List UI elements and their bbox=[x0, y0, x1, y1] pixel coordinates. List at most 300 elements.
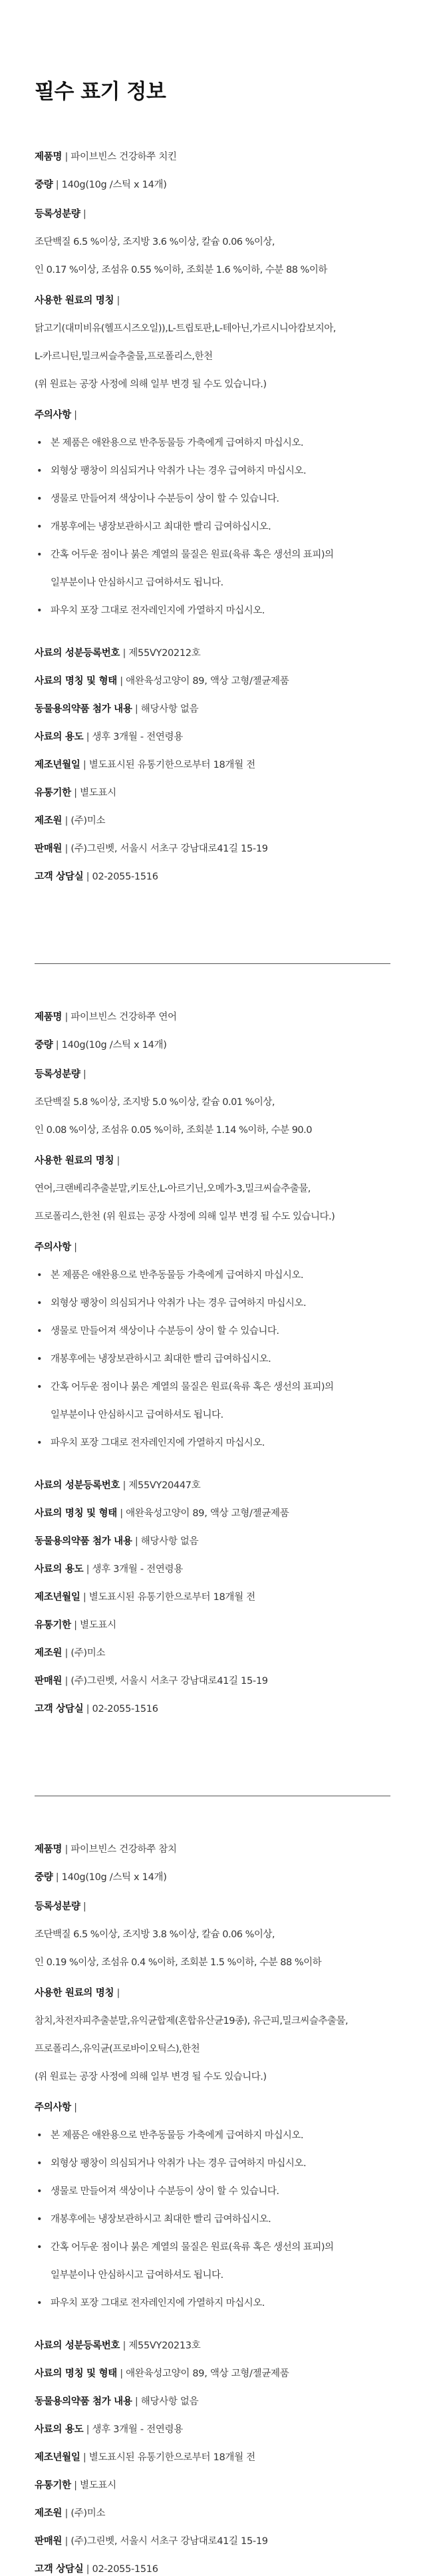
spacer bbox=[35, 1688, 390, 1702]
caution-text: 파우치 포장 그대로 전자레인지에 가열하지 마십시오. bbox=[51, 1438, 265, 1448]
caution-item bbox=[35, 1436, 390, 1450]
spacer bbox=[35, 2464, 390, 2479]
caution-list bbox=[35, 1269, 390, 1464]
caution-item bbox=[35, 1408, 390, 1422]
manufacture-date-separator: | bbox=[82, 2452, 86, 2463]
spacer bbox=[35, 422, 390, 436]
animal-drug bbox=[35, 2395, 390, 2408]
product-section bbox=[35, 1796, 390, 2576]
capacity-separator: | bbox=[55, 180, 59, 190]
caution-separator: | bbox=[74, 410, 77, 420]
manufacturer-value: (주)미소 bbox=[71, 1648, 106, 1659]
spacer bbox=[35, 2028, 390, 2042]
animal-drug-value: 해당사항 없음 bbox=[140, 704, 199, 715]
spacer bbox=[35, 2142, 390, 2157]
feed-target bbox=[35, 1563, 390, 1576]
capacity-label: 중량 bbox=[35, 180, 53, 190]
product-name-label: 제품명 bbox=[35, 152, 63, 162]
caution-text: 본 제품은 애완용으로 반추동물등 가축에게 급여하지 마십시오. bbox=[51, 438, 303, 448]
spacer bbox=[35, 1223, 390, 1241]
manufacture-date-separator: | bbox=[82, 1592, 86, 1603]
raw-materials bbox=[35, 1154, 390, 1168]
caution-item bbox=[35, 2269, 390, 2282]
bullet-icon: • bbox=[37, 1382, 43, 1392]
bullet-icon: • bbox=[37, 2298, 43, 2309]
customer-center-separator: | bbox=[86, 2564, 90, 2575]
expiry-label: 유통기한 bbox=[35, 2480, 71, 2491]
spacer bbox=[35, 2198, 390, 2213]
bullet-icon: • bbox=[37, 1326, 43, 1337]
spacer bbox=[35, 2170, 390, 2185]
spacer bbox=[35, 1450, 390, 1464]
spacer bbox=[35, 1196, 390, 1210]
product-name bbox=[35, 1011, 390, 1024]
registered-ingredients bbox=[35, 1068, 390, 1081]
feed-type bbox=[35, 1507, 390, 1520]
feed-type-label: 사료의 명칭 및 형태 bbox=[35, 676, 117, 687]
spacer bbox=[35, 221, 390, 236]
manufacturer-value: (주)미소 bbox=[71, 816, 106, 826]
animal-drug-separator: | bbox=[134, 1536, 138, 1547]
expiry-value: 별도표시 bbox=[80, 2480, 116, 2491]
feed-target-separator: | bbox=[86, 732, 90, 742]
spacer bbox=[35, 1548, 390, 1563]
spacer bbox=[35, 450, 390, 464]
expiry-separator: | bbox=[74, 2480, 77, 2491]
seller bbox=[35, 2535, 390, 2548]
spacer bbox=[35, 2325, 390, 2339]
capacity-separator: | bbox=[55, 1872, 59, 1883]
spacer bbox=[35, 1366, 390, 1380]
registered-ingredients bbox=[35, 208, 390, 221]
bullet-icon: • bbox=[37, 2158, 43, 2169]
caution-item bbox=[35, 604, 390, 617]
feed-target bbox=[35, 2423, 390, 2436]
feed-target-value: 생후 3개월 - 전연령용 bbox=[92, 732, 183, 742]
caution bbox=[35, 408, 390, 422]
customer-center bbox=[35, 2563, 390, 2576]
feed-registration-label: 사료의 성분등록번호 bbox=[35, 1480, 120, 1491]
caution-text: 생물로 만들어져 색상이나 수분등이 상이 할 수 있습니다. bbox=[51, 1326, 279, 1337]
spacer bbox=[35, 249, 390, 263]
manufacture-date-value: 별도표시된 유통기한으로부터 18개월 전 bbox=[88, 760, 255, 770]
customer-center bbox=[35, 1702, 390, 1716]
registered-ingredients-separator: | bbox=[82, 209, 86, 220]
product-name-value: 파이브빈스 건강하쭈 치킨 bbox=[71, 152, 177, 162]
ingredients-line: 조단백질 6.5 %이상, 조지방 3.6 %이상, 칼슘 0.06 %이상, bbox=[35, 237, 275, 247]
product-name bbox=[35, 150, 390, 164]
expiry-label: 유통기한 bbox=[35, 1620, 71, 1631]
spacer bbox=[35, 2352, 390, 2367]
raw-material-line: 연어,크랜베리추출분말,키토산,L-아르기닌,오메가-3,밀크씨슬추출물, bbox=[35, 1184, 311, 1194]
caution-label: 주의사항 bbox=[35, 2102, 71, 2113]
ingredients-line: 인 0.19 %이상, 조섬유 0.4 %이하, 조회분 1.5 %이하, 수분 88 %이하 bbox=[35, 1957, 322, 1968]
feed-target bbox=[35, 730, 390, 744]
caution-item bbox=[35, 2297, 390, 2310]
spacer bbox=[35, 1464, 390, 1479]
bullet-icon: • bbox=[37, 438, 43, 448]
feed-registration-label: 사료의 성분등록번호 bbox=[35, 2340, 120, 2351]
feed-target-label: 사료의 용도 bbox=[35, 732, 84, 742]
spacer bbox=[35, 2310, 390, 2325]
spacer bbox=[35, 2000, 390, 2014]
seller bbox=[35, 1675, 390, 1688]
seller-separator: | bbox=[65, 1676, 69, 1687]
spacer bbox=[35, 1254, 390, 1269]
spacer bbox=[35, 2408, 390, 2423]
feed-type-separator: | bbox=[120, 2368, 123, 2379]
bullet-icon: • bbox=[37, 605, 43, 616]
manufacture-date bbox=[35, 2451, 390, 2464]
caution-text: 외형상 팽창이 의심되거나 악취가 나는 경우 급여하지 마십시오. bbox=[51, 2158, 307, 2169]
animal-drug-separator: | bbox=[134, 2396, 138, 2407]
spacer bbox=[35, 1913, 390, 1928]
product-section bbox=[35, 964, 390, 1716]
spacer bbox=[35, 391, 390, 408]
feed-registration-value: 제55VY20213호 bbox=[128, 2340, 201, 2351]
feed-type-label: 사료의 명칭 및 형태 bbox=[35, 1508, 117, 1519]
feed-registration-separator: | bbox=[122, 2340, 126, 2351]
raw-materials bbox=[35, 294, 390, 307]
spacer bbox=[35, 307, 390, 322]
spacer bbox=[35, 2084, 390, 2101]
bullet-icon: • bbox=[37, 494, 43, 504]
spacer bbox=[35, 1604, 390, 1619]
manufacturer-label: 제조원 bbox=[35, 2508, 63, 2519]
feed-type-separator: | bbox=[120, 676, 123, 687]
spacer bbox=[35, 716, 390, 730]
feed-registration bbox=[35, 2339, 390, 2352]
raw-material-line: 참치,차전자피추출분말,유익균합제(혼합유산균19종), 유근피,밀크씨슬추출물, bbox=[35, 2016, 349, 2026]
capacity-value: 140g(10g /스틱 x 14개) bbox=[61, 1872, 167, 1883]
feed-type-value: 애완육성고양이 89, 액상 고형/젤균제품 bbox=[126, 2368, 289, 2379]
spacer bbox=[35, 772, 390, 786]
animal-drug-label: 동물용의약품 첨가 내용 bbox=[35, 704, 132, 715]
caution-text: 파우치 포장 그대로 전자레인지에 가열하지 마십시오. bbox=[51, 605, 265, 616]
spacer bbox=[35, 335, 390, 350]
feed-target-separator: | bbox=[86, 1564, 90, 1575]
bullet-icon: • bbox=[37, 2186, 43, 2197]
caution-item bbox=[35, 520, 390, 534]
caution-item bbox=[35, 2241, 390, 2254]
customer-center-separator: | bbox=[86, 1704, 90, 1714]
caution-text: 본 제품은 애완용으로 반추동물등 가축에게 급여하지 마십시오. bbox=[51, 2130, 303, 2141]
spacer bbox=[35, 1520, 390, 1535]
expiry bbox=[35, 786, 390, 800]
customer-center-label: 고객 상담실 bbox=[35, 2564, 84, 2575]
customer-center-separator: | bbox=[86, 872, 90, 882]
caution-separator: | bbox=[74, 2102, 77, 2113]
spacer bbox=[35, 688, 390, 703]
product-name-separator: | bbox=[65, 152, 69, 162]
animal-drug bbox=[35, 1535, 390, 1548]
product-name-label: 제품명 bbox=[35, 1012, 63, 1023]
registered-ingredients-separator: | bbox=[82, 1901, 86, 1912]
feed-registration-label: 사료의 성분등록번호 bbox=[35, 648, 120, 659]
caution-item bbox=[35, 436, 390, 450]
raw-material-line: 프로폴리스,한천 (위 원료는 공장 사정에 의해 일부 변경 될 수도 있습니다.) bbox=[35, 1211, 335, 1222]
registered-ingredients-separator: | bbox=[82, 1069, 86, 1080]
capacity bbox=[35, 1039, 390, 1052]
caution-item bbox=[35, 464, 390, 478]
animal-drug bbox=[35, 703, 390, 716]
feed-type bbox=[35, 675, 390, 688]
caution-text: 파우치 포장 그대로 전자레인지에 가열하지 마십시오. bbox=[51, 2298, 265, 2309]
raw-materials-label: 사용한 원료의 명칭 bbox=[35, 1988, 114, 1999]
caution-separator: | bbox=[74, 1242, 77, 1253]
spacer bbox=[35, 1856, 390, 1871]
ingredients-line: 인 0.17 %이상, 조섬유 0.55 %이하, 조회분 1.6 %이하, 수분 88 %이하 bbox=[35, 265, 327, 275]
seller-separator: | bbox=[65, 2536, 69, 2547]
spacer bbox=[35, 744, 390, 758]
spacer bbox=[35, 1660, 390, 1675]
seller-label: 판매원 bbox=[35, 844, 63, 854]
raw-materials-label: 사용한 원료의 명칭 bbox=[35, 295, 114, 306]
animal-drug-label: 동물용의약품 첨가 내용 bbox=[35, 2396, 132, 2407]
feed-type-label: 사료의 명칭 및 형태 bbox=[35, 2368, 117, 2379]
expiry bbox=[35, 2479, 390, 2492]
manufacture-date-label: 제조년월일 bbox=[35, 2452, 80, 2463]
product-name-label: 제품명 bbox=[35, 1844, 63, 1855]
spacer bbox=[35, 800, 390, 814]
raw-materials bbox=[35, 1987, 390, 2000]
feed-target-value: 생후 3개월 - 전연령용 bbox=[92, 2424, 183, 2435]
spacer bbox=[35, 192, 390, 208]
registered-ingredients-label: 등록성분량 bbox=[35, 1901, 80, 1912]
caution-text: 개봉후에는 냉장보관하시고 최대한 빨리 급여하십시오. bbox=[51, 2214, 271, 2225]
caution-item bbox=[35, 548, 390, 562]
caution-label: 주의사항 bbox=[35, 1242, 71, 1253]
spacer bbox=[35, 1168, 390, 1182]
product-name-separator: | bbox=[65, 1844, 69, 1855]
bullet-icon: • bbox=[37, 466, 43, 476]
bullet-icon: • bbox=[37, 2242, 43, 2253]
product-name bbox=[35, 1843, 390, 1856]
manufacturer-separator: | bbox=[65, 1648, 69, 1659]
expiry-value: 별도표시 bbox=[80, 1620, 116, 1631]
caution-text: 일부분이나 안심하시고 급여하셔도 됩니다. bbox=[51, 577, 223, 588]
animal-drug-separator: | bbox=[134, 704, 138, 715]
caution-text: 개봉후에는 냉장보관하시고 최대한 빨리 급여하십시오. bbox=[51, 1354, 271, 1365]
spacer bbox=[35, 2380, 390, 2395]
bullet-icon: • bbox=[37, 1438, 43, 1448]
caution-text: 일부분이나 안심하시고 급여하셔도 됩니다. bbox=[51, 2270, 223, 2281]
spacer bbox=[35, 1941, 390, 1956]
manufacturer bbox=[35, 1647, 390, 1660]
caution-item bbox=[35, 2185, 390, 2198]
caution-text: 간혹 어두운 점이나 붉은 계열의 물질은 원료(육류 혹은 생선의 표피)의 bbox=[51, 1382, 334, 1392]
caution-text: 생물로 만들어져 색상이나 수분등이 상이 할 수 있습니다. bbox=[51, 494, 279, 504]
bullet-icon: • bbox=[37, 550, 43, 560]
manufacturer-separator: | bbox=[65, 816, 69, 826]
feed-target-label: 사료의 용도 bbox=[35, 1564, 84, 1575]
spacer bbox=[35, 277, 390, 294]
spacer bbox=[35, 1632, 390, 1647]
spacer bbox=[35, 617, 390, 632]
expiry-separator: | bbox=[74, 1620, 77, 1631]
spacer bbox=[35, 1394, 390, 1408]
page-title: 필수 표기 정보 bbox=[35, 80, 166, 104]
spacer bbox=[35, 1024, 390, 1039]
registered-ingredients bbox=[35, 1900, 390, 1913]
feed-registration bbox=[35, 647, 390, 660]
spacer bbox=[35, 506, 390, 520]
bullet-icon: • bbox=[37, 1298, 43, 1309]
feed-registration-separator: | bbox=[122, 648, 126, 659]
caution-text: 간혹 어두운 점이나 붉은 계열의 물질은 원료(육류 혹은 생선의 표피)의 bbox=[51, 2242, 334, 2253]
feed-target-separator: | bbox=[86, 2424, 90, 2435]
caution-text: 외형상 팽창이 의심되거나 악취가 나는 경우 급여하지 마십시오. bbox=[51, 466, 307, 476]
feed-target-label: 사료의 용도 bbox=[35, 2424, 84, 2435]
capacity bbox=[35, 178, 390, 192]
spacer bbox=[35, 1576, 390, 1591]
manufacture-date-separator: | bbox=[82, 760, 86, 770]
customer-center-value: 02-2055-1516 bbox=[92, 2564, 158, 2575]
spacer bbox=[35, 2254, 390, 2269]
raw-material-line: 닭고기(대미비유(헬프시즈오일)),L-트립토판,L-테아닌,가르시니아캄보지아, bbox=[35, 323, 336, 334]
capacity bbox=[35, 1871, 390, 1884]
bullet-icon: • bbox=[37, 2214, 43, 2225]
caution-item bbox=[35, 2129, 390, 2142]
animal-drug-value: 해당사항 없음 bbox=[140, 2396, 199, 2407]
customer-center-value: 02-2055-1516 bbox=[92, 872, 158, 882]
product-name-separator: | bbox=[65, 1012, 69, 1023]
seller-value: (주)그린벳, 서울시 서초구 강남대로41길 15-19 bbox=[71, 1676, 268, 1687]
product-name-value: 파이브빈스 건강하쭈 연어 bbox=[71, 1012, 177, 1023]
spacer bbox=[35, 478, 390, 492]
raw-materials-separator: | bbox=[116, 295, 120, 306]
spacer bbox=[35, 1081, 390, 1096]
seller-value: (주)그린벳, 서울시 서초구 강남대로41길 15-19 bbox=[71, 2536, 268, 2547]
raw-material-line: 프로폴리스,유익균(프로바이오틱스),한천 bbox=[35, 2044, 200, 2054]
manufacturer bbox=[35, 2507, 390, 2520]
capacity-value: 140g(10g /스틱 x 14개) bbox=[61, 1040, 167, 1050]
manufacture-date-label: 제조년월일 bbox=[35, 1592, 80, 1603]
spacer bbox=[35, 1310, 390, 1325]
seller-separator: | bbox=[65, 844, 69, 854]
raw-material-line: (위 원료는 공장 사정에 의해 일부 변경 될 수도 있습니다.) bbox=[35, 2072, 267, 2082]
feed-type-value: 애완육성고양이 89, 액상 고형/젤균제품 bbox=[126, 1508, 289, 1519]
caution-list bbox=[35, 436, 390, 632]
manufacturer-label: 제조원 bbox=[35, 1648, 63, 1659]
capacity-separator: | bbox=[55, 1040, 59, 1050]
caution-item bbox=[35, 1269, 390, 1282]
spacer bbox=[35, 1492, 390, 1507]
spacer bbox=[35, 1109, 390, 1124]
caution-text: 본 제품은 애완용으로 반추동물등 가축에게 급여하지 마십시오. bbox=[51, 1270, 303, 1281]
spacer bbox=[35, 660, 390, 675]
customer-center-label: 고객 상담실 bbox=[35, 1704, 84, 1714]
spacer bbox=[35, 632, 390, 647]
spacer bbox=[35, 1282, 390, 1297]
spacer bbox=[35, 2282, 390, 2297]
manufacture-date-value: 별도표시된 유통기한으로부터 18개월 전 bbox=[88, 2452, 255, 2463]
customer-center-value: 02-2055-1516 bbox=[92, 1704, 158, 1714]
caution bbox=[35, 2101, 390, 2114]
feed-type-value: 애완육성고양이 89, 액상 고형/젤균제품 bbox=[126, 676, 289, 687]
customer-center-label: 고객 상담실 bbox=[35, 872, 84, 882]
feed-registration-separator: | bbox=[122, 1480, 126, 1491]
animal-drug-label: 동물용의약품 첨가 내용 bbox=[35, 1536, 132, 1547]
manufacture-date-label: 제조년월일 bbox=[35, 760, 80, 770]
customer-center bbox=[35, 870, 390, 884]
spacer bbox=[35, 589, 390, 604]
caution-item bbox=[35, 2213, 390, 2226]
spacer bbox=[35, 2492, 390, 2507]
product-sections bbox=[35, 105, 390, 2576]
spacer bbox=[35, 828, 390, 842]
spacer bbox=[35, 164, 390, 178]
ingredients-line: 인 0.08 %이상, 조섬유 0.05 %이하, 조회분 1.14 %이하, 수분 90.0 bbox=[35, 1125, 312, 1136]
bullet-icon: • bbox=[37, 2130, 43, 2141]
caution-text: 개봉후에는 냉장보관하시고 최대한 빨리 급여하십시오. bbox=[51, 522, 271, 532]
spacer bbox=[35, 2226, 390, 2241]
spacer bbox=[35, 856, 390, 870]
spacer bbox=[35, 2436, 390, 2451]
manufacture-date bbox=[35, 758, 390, 772]
spacer bbox=[35, 2520, 390, 2535]
caution-text: 간혹 어두운 점이나 붉은 계열의 물질은 원료(육류 혹은 생선의 표피)의 bbox=[51, 550, 334, 560]
raw-materials-label: 사용한 원료의 명칭 bbox=[35, 1156, 114, 1166]
seller-label: 판매원 bbox=[35, 2536, 63, 2547]
bullet-icon: • bbox=[37, 522, 43, 532]
ingredients-line: 조단백질 6.5 %이상, 조지방 3.8 %이상, 칼슘 0.06 %이상, bbox=[35, 1929, 275, 1940]
bullet-icon: • bbox=[37, 1270, 43, 1281]
bullet-icon: • bbox=[37, 1354, 43, 1365]
caution-item bbox=[35, 492, 390, 506]
spacer bbox=[35, 1884, 390, 1900]
expiry bbox=[35, 1619, 390, 1632]
spacer bbox=[35, 562, 390, 576]
feed-registration-value: 제55VY20447호 bbox=[128, 1480, 201, 1491]
manufacture-date-value: 별도표시된 유통기한으로부터 18개월 전 bbox=[88, 1592, 255, 1603]
spacer bbox=[35, 363, 390, 378]
caution-item bbox=[35, 1297, 390, 1310]
spacer bbox=[35, 1338, 390, 1353]
registered-ingredients-label: 등록성분량 bbox=[35, 1069, 80, 1080]
caution-item bbox=[35, 1380, 390, 1394]
capacity-label: 중량 bbox=[35, 1040, 53, 1050]
spacer bbox=[35, 1137, 390, 1154]
seller-value: (주)그린벳, 서울시 서초구 강남대로41길 15-19 bbox=[71, 844, 268, 854]
caution-text: 일부분이나 안심하시고 급여하셔도 됩니다. bbox=[51, 1410, 223, 1420]
caution-item bbox=[35, 2157, 390, 2170]
feed-registration bbox=[35, 1479, 390, 1492]
raw-materials-separator: | bbox=[116, 1156, 120, 1166]
caution-item bbox=[35, 576, 390, 589]
caution-text: 생물로 만들어져 색상이나 수분등이 상이 할 수 있습니다. bbox=[51, 2186, 279, 2197]
product-section bbox=[35, 105, 390, 884]
spacer bbox=[35, 2114, 390, 2129]
feed-type-separator: | bbox=[120, 1508, 123, 1519]
spacer bbox=[35, 1422, 390, 1436]
expiry-label: 유통기한 bbox=[35, 788, 71, 798]
spacer bbox=[35, 2548, 390, 2563]
caution-list bbox=[35, 2129, 390, 2325]
caution-text: 외형상 팽창이 의심되거나 악취가 나는 경우 급여하지 마십시오. bbox=[51, 1298, 307, 1309]
raw-material-line: (위 원료는 공장 사정에 의해 일부 변경 될 수도 있습니다.) bbox=[35, 379, 267, 390]
capacity-label: 중량 bbox=[35, 1872, 53, 1883]
caution-item bbox=[35, 1353, 390, 1366]
raw-materials-separator: | bbox=[116, 1988, 120, 1999]
raw-material-line: L-카르니틴,밀크씨슬추출물,프로폴리스,한천 bbox=[35, 351, 213, 362]
animal-drug-value: 해당사항 없음 bbox=[140, 1536, 199, 1547]
product-name-value: 파이브빈스 건강하쭈 참치 bbox=[71, 1844, 177, 1855]
seller-label: 판매원 bbox=[35, 1676, 63, 1687]
caution bbox=[35, 1241, 390, 1254]
ingredients-line: 조단백질 5.8 %이상, 조지방 5.0 %이상, 칼슘 0.01 %이상, bbox=[35, 1097, 275, 1108]
capacity-value: 140g(10g /스틱 x 14개) bbox=[61, 180, 167, 190]
